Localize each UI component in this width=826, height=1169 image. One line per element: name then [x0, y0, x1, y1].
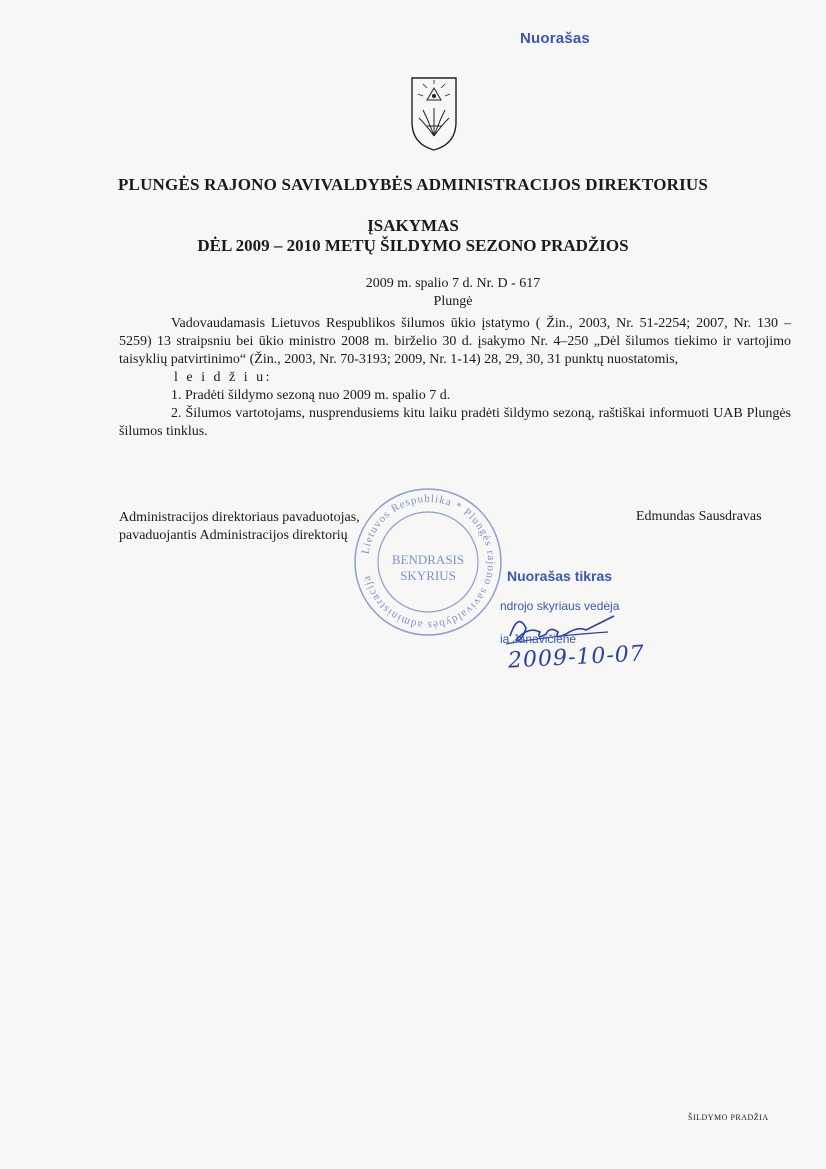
footer-filename: ŠILDYMO PRADŽIA [688, 1113, 769, 1122]
preamble: Vadovaudamasis Lietuvos Respublikos šilumos ūkio įstatymo ( Žin., 2003, Nr. 51-2254; 2007, Nr. 130 – 5259) 13 straipsniu bei ūkio ministro 2008 m. birželio 30 d. įsakymo Nr. 4–250 „Dėl šilumos tiekimo ir vartojimo taisyklių patvirtinimo“ (Žin., 2003, Nr. 70-3193; 2009, Nr. 1-14) 28, 29, 30, 31 punktų nuostatomis, [119, 316, 791, 367]
round-stamp [352, 486, 504, 638]
organization-heading: PLUNGĖS RAJONO SAVIVALDYBĖS ADMINISTRACIJOS DIREKTORIUS [117, 175, 709, 194]
document-title: DĖL 2009 – 2010 METŲ ŠILDYMO SEZONO PRADŽIOS [197, 236, 629, 255]
stamp-center-line-1: BENDRASIS [391, 552, 465, 567]
stamp-ring-text: Lietuvos Respublika * Plungės rajono savivaldybės administracija [359, 492, 498, 632]
place: Plungė [433, 294, 473, 309]
document-type: ĮSAKYMAS [367, 216, 459, 235]
stamp-center-line-2: SKYRIUS [400, 568, 456, 583]
date-number: 2009 m. spalio 7 d. Nr. D - 617 [365, 276, 541, 291]
signatory-name: Edmundas Sausdravas [636, 509, 762, 524]
decree-verb: l e i d ž i u: [174, 370, 272, 385]
position-line-1: Administracijos direktoriaus pavaduotojas, [119, 510, 360, 525]
decree-item-1: 1. Pradėti šildymo sezoną nuo 2009 m. spalio 7 d. [171, 388, 451, 403]
signatory-position [119, 509, 360, 545]
document-body [119, 315, 791, 441]
certified-copy-label: Nuorašas tikras [507, 568, 613, 584]
handwritten-date: 2009-10-07 [507, 641, 646, 674]
coat-of-arms-icon [409, 74, 459, 152]
decree-item-2: 2. Šilumos vartotojams, nusprendusiems kitu laiku pradėti šildymo sezoną, raštiškai informuoti UAB Plungės šilumos tinklus. [119, 406, 791, 439]
certifier-title: ndrojo skyriaus vedėja [500, 599, 620, 613]
certifier-name: ia Janavičienė [500, 632, 577, 646]
copy-stamp: Nuorašas [520, 30, 590, 47]
position-line-2: pavaduojantis Administracijos direktorių [119, 528, 348, 543]
